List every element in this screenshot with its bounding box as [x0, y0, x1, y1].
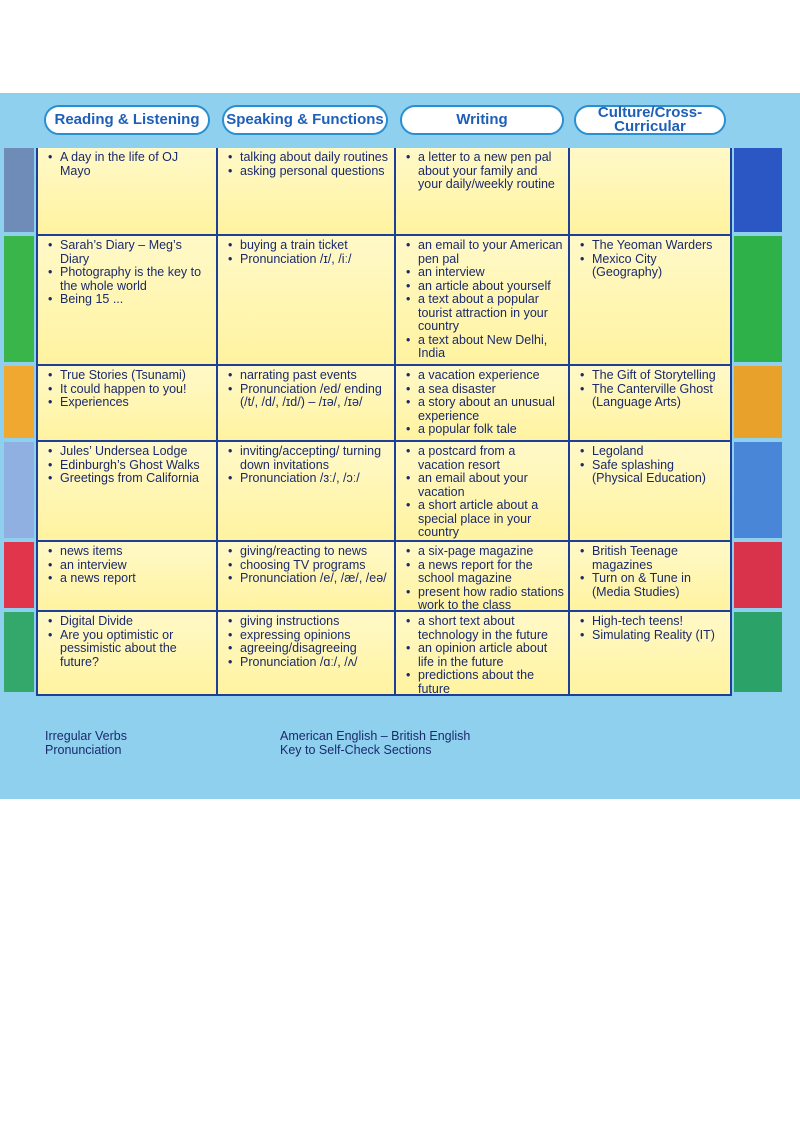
list-item: • British Teenage magazines [592, 545, 726, 572]
list-item: • The Canterville Ghost (Language Arts) [592, 383, 726, 410]
cell-list [42, 239, 212, 307]
list-item: • agreeing/disagreeing [240, 642, 390, 656]
header-speaking-functions [222, 105, 388, 135]
list-item: • a six-page magazine [418, 545, 564, 559]
list-item: • giving instructions [240, 615, 390, 629]
cell-list [400, 445, 564, 540]
footer-item: Key to Self-Check Sections [280, 742, 432, 757]
list-item: • Greetings from California [60, 472, 212, 486]
list-item: • Pronunciation /ɪ/, /iː/ [240, 253, 390, 267]
list-item: • True Stories (Tsunami) [60, 369, 212, 383]
table-cell [570, 236, 732, 366]
cell-list [400, 369, 564, 437]
list-item: • a story about an unusual experience [418, 396, 564, 423]
table-header [36, 95, 732, 145]
table-cell [36, 148, 218, 236]
list-item: • Legoland [592, 445, 726, 459]
list-item: • Photography is the key to the whole world [60, 266, 212, 293]
list-item: • A day in the life of OJ Mayo [60, 151, 212, 178]
list-item: • talking about daily routines [240, 151, 390, 165]
list-item: • a short article about a special place in your country [418, 499, 564, 540]
syllabus-table [36, 148, 732, 696]
list-item: • a text about a popular tourist attraction in your country [418, 293, 564, 334]
cell-list [42, 445, 212, 486]
header-label: Writing [456, 111, 508, 128]
table-cell [36, 366, 218, 442]
cell-list [42, 151, 212, 178]
table-cell [36, 442, 218, 542]
header-culture-cross-curricular [574, 105, 726, 135]
footer-right [280, 730, 470, 757]
row-color-block [4, 148, 34, 232]
list-item: • asking personal questions [240, 165, 390, 179]
row-color-block [734, 542, 782, 608]
list-item: • a short text about technology in the future [418, 615, 564, 642]
header-label: Culture/Cross- Curricular [597, 104, 703, 135]
cell-list [42, 545, 212, 586]
list-item: • a sea disaster [418, 383, 564, 397]
row-color-block [734, 442, 782, 538]
table-cell [396, 612, 570, 696]
table-cell [396, 236, 570, 366]
footer-band [0, 700, 800, 799]
table-cell [218, 442, 396, 542]
list-item: • inviting/accepting/ turning down invitations [240, 445, 390, 472]
list-item: • Digital Divide [60, 615, 212, 629]
table-cell [218, 236, 396, 366]
list-item: • a popular folk tale [418, 423, 564, 437]
table-cell [396, 442, 570, 542]
cell-list [574, 369, 726, 410]
cell-list [222, 369, 390, 410]
list-item: • a text about New Delhi, India [418, 334, 564, 361]
cell-list [574, 239, 726, 280]
table-cell [218, 148, 396, 236]
list-item: • Pronunciation /ɜː/, /ɔː/ [240, 472, 390, 486]
list-item: • High-tech teens! [592, 615, 726, 629]
list-item: • The Gift of Storytelling [592, 369, 726, 383]
header-reading-listening [44, 105, 210, 135]
list-item: • present how radio stations work to the class [418, 586, 564, 613]
footer-item: American English – British English [280, 729, 471, 743]
table-cell [36, 542, 218, 612]
list-item: • a letter to a new pen pal about your family and your daily/weekly routine [418, 151, 564, 192]
table-cell [218, 612, 396, 696]
list-item: • buying a train ticket [240, 239, 390, 253]
list-item: • an article about yourself [418, 280, 564, 294]
list-item: • an interview [60, 559, 212, 573]
list-item: • an opinion article about life in the future [418, 642, 564, 669]
list-item: • Sarah’s Diary – Meg’s Diary [60, 239, 212, 266]
list-item: • Safe splashing (Physical Education) [592, 459, 726, 486]
list-item: • expressing opinions [240, 629, 390, 643]
header-label: Reading & Listening [54, 111, 200, 128]
cell-list [574, 615, 726, 642]
list-item: • a postcard from a vacation resort [418, 445, 564, 472]
list-item: • choosing TV programs [240, 559, 390, 573]
list-item: • It could happen to you! [60, 383, 212, 397]
row-color-block [4, 236, 34, 362]
cell-list [574, 445, 726, 486]
cell-list [42, 369, 212, 410]
cell-list [222, 151, 390, 178]
row-color-block [4, 442, 34, 538]
cell-list [400, 545, 564, 613]
cell-list [400, 239, 564, 361]
list-item: • news items [60, 545, 212, 559]
list-item: • Simulating Reality (IT) [592, 629, 726, 643]
cell-list [400, 151, 564, 192]
list-item: • a vacation experience [418, 369, 564, 383]
list-item: • narrating past events [240, 369, 390, 383]
table-cell [218, 542, 396, 612]
table-cell [570, 148, 732, 236]
list-item: • Jules’ Undersea Lodge [60, 445, 212, 459]
list-item: • an email to your American pen pal [418, 239, 564, 266]
list-item: • an interview [418, 266, 564, 280]
row-color-block [734, 612, 782, 692]
table-cell [570, 366, 732, 442]
footer-item: Pronunciation [45, 742, 122, 757]
table-cell [570, 612, 732, 696]
cell-list [222, 545, 390, 586]
row-color-block [4, 366, 34, 438]
table-cell [570, 442, 732, 542]
list-item: • predictions about the future [418, 669, 564, 696]
footer-item: Irregular Verbs [45, 729, 127, 743]
list-item: • an email about your vacation [418, 472, 564, 499]
table-cell [36, 236, 218, 366]
list-item: • Being 15 ... [60, 293, 212, 307]
table-cell [570, 542, 732, 612]
footer-left [45, 730, 127, 757]
list-item: • Experiences [60, 396, 212, 410]
list-item: • a news report [60, 572, 212, 586]
row-color-block [734, 236, 782, 362]
cell-list [222, 615, 390, 669]
list-item: • Are you optimistic or pessimistic about the future? [60, 629, 212, 670]
row-color-block [4, 612, 34, 692]
header-label: Speaking & Functions [226, 111, 384, 128]
cell-list [574, 545, 726, 599]
table-cell [36, 612, 218, 696]
list-item: • The Yeoman Warders [592, 239, 726, 253]
list-item: • Mexico City (Geography) [592, 253, 726, 280]
list-item: • Edinburgh’s Ghost Walks [60, 459, 212, 473]
list-item: • Pronunciation /e/, /æ/, /eə/ [240, 572, 390, 586]
list-item: • Turn on & Tune in (Media Studies) [592, 572, 726, 599]
header-writing [400, 105, 564, 135]
row-color-block [734, 148, 782, 232]
row-color-block [734, 366, 782, 438]
table-cell [396, 542, 570, 612]
cell-list [222, 239, 390, 266]
list-item: • giving/reacting to news [240, 545, 390, 559]
table-cell [396, 366, 570, 442]
table-cell [218, 366, 396, 442]
list-item: • a news report for the school magazine [418, 559, 564, 586]
row-color-block [4, 542, 34, 608]
list-item: • Pronunciation /ɑː/, /ʌ/ [240, 656, 390, 670]
cell-list [222, 445, 390, 486]
list-item: • Pronunciation /ed/ ending (/t/, /d/, /ɪd/) – /ɪə/, /ɪə/ [240, 383, 390, 410]
table-cell [396, 148, 570, 236]
cell-list [42, 615, 212, 669]
cell-list [400, 615, 564, 696]
